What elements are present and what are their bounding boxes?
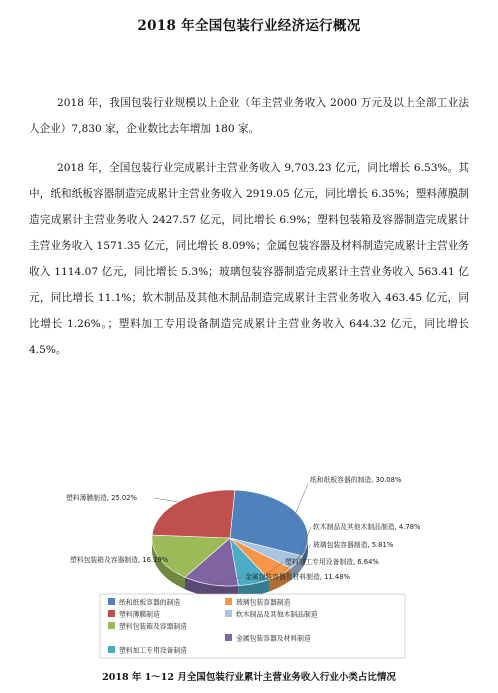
pie-slice-label-0: 纸和纸板容器的制造, 30.08% (310, 476, 402, 484)
legend-label-3: 软木制品及其他木制品制造 (236, 610, 318, 619)
pie-leader-line-0 (296, 484, 308, 512)
paragraph-enterprises-text: 2018 年，我国包装行业规模以上企业（年主营业务收入 2000 万元及以上全部工业法人企业）7,830 家，企业数比去年增加 180 家。 (29, 97, 469, 135)
chart-legend (100, 594, 405, 658)
pie-chart-svg (60, 470, 455, 660)
legend-label-6: 塑料加工专用设备制造 (119, 646, 187, 655)
legend-label-0: 纸和纸板容器的制造 (119, 598, 181, 607)
legend-swatch-0 (108, 598, 115, 605)
pie-slice-label-3: 塑料加工专用设备制造, 6.64% (285, 558, 379, 566)
pie-chart (60, 470, 455, 660)
chart-caption: 2018 年 1～12 月全国包装行业累计主营业务收入行业小类占比情况 (102, 672, 396, 683)
legend-label-2: 塑料薄膜制造 (119, 610, 160, 619)
legend-label-4: 塑料包装箱及容器制造 (119, 622, 187, 631)
legend-swatch-6 (108, 646, 115, 653)
paragraph-revenue-text: 2018 年，全国包装行业完成累计主营业务收入 9,703.23 亿元，同比增长 6.53%。其中，纸和纸板容器制造完成累计主营业务收入 2919.05 亿元，同比增长 6.35%；塑料薄膜制造完成累计主营业务收入 2427.57 亿元，同比增长 6.9%；塑料包装箱及容器制造完成累计主营业务收入 1571.35 亿元，同比增长 8.09%；金属包装容器及材料制造完成累计主营业务收入 1114.07 亿元，同比增长 5.3%；玻璃包装容器制造完成累计主营业务收入 563.41 亿元，同比增长 11.1%；软木制品及其他木制品制造完成累计主营业务收入 463.45 亿元，同比增长 1.26%。；塑料加工专用设备制造完成累计主营业务收入 644.32 亿元，同比增长 4.5%。 (29, 162, 469, 356)
pie-slice-label-6: 塑料薄膜制造, 25.02% (66, 494, 138, 502)
paragraph-revenue (29, 155, 469, 363)
page-title: 2018 年全国包装行业经济运行概况 (137, 18, 361, 34)
legend-label-1: 玻璃包装容器制造 (236, 598, 291, 607)
pie-slice-6 (152, 490, 235, 538)
legend-label-5: 金属包装容器及材料制造 (236, 634, 311, 643)
pie-slice-label-2: 玻璃包装容器制造, 5.81% (313, 541, 394, 549)
pie-slice-label-5: 塑料包装箱及容器制造, 16.19% (70, 556, 169, 564)
legend-swatch-2 (108, 610, 115, 617)
legend-swatch-1 (225, 598, 232, 605)
pie-slice-label-1: 软木制品及其他木制品制造, 4.78% (313, 523, 421, 531)
pie-leader-line-6 (154, 498, 178, 502)
legend-swatch-4 (108, 622, 115, 629)
legend-swatch-5 (225, 634, 232, 641)
pie-slice-label-4: 金属包装容器及材料制造, 11.48% (245, 573, 351, 581)
legend-swatch-3 (225, 610, 232, 617)
paragraph-enterprises (29, 90, 469, 142)
